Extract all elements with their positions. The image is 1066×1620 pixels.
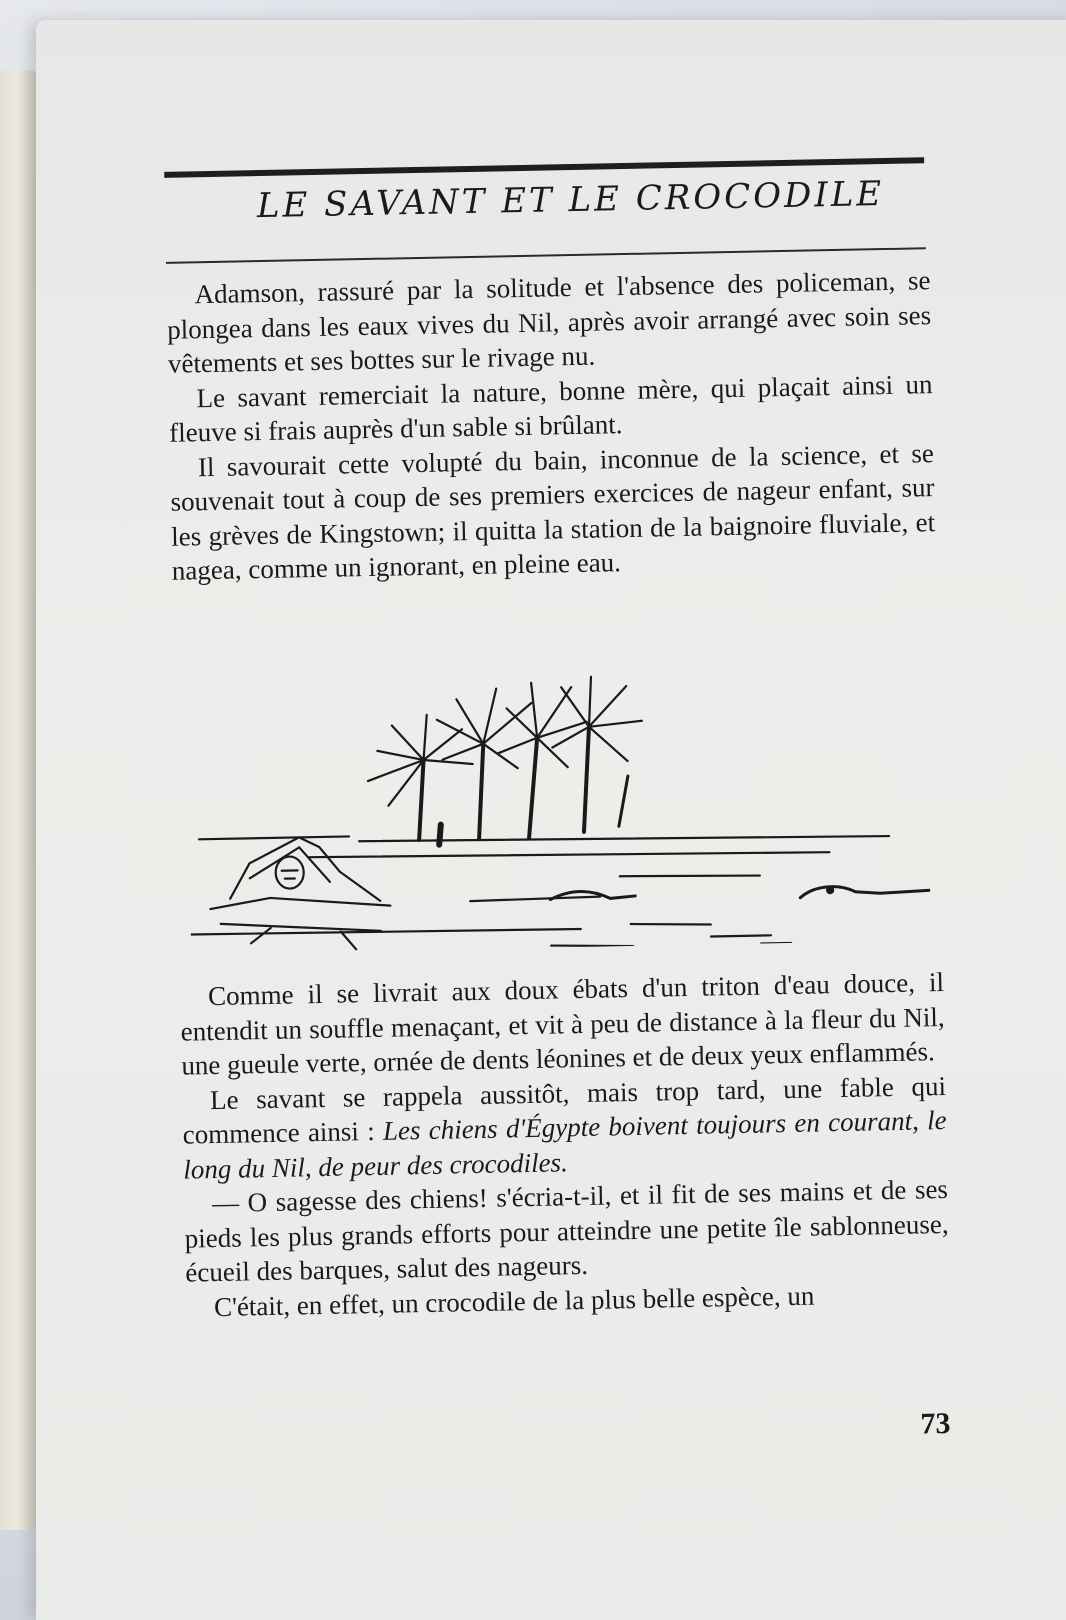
paragraph: Adamson, rassuré par la solitude et l'absence des policeman, se plongea dans les eaux vives du Nil, après avoir arrangé avec soin ses vêtements et ses bottes sur le rivage nu. <box>166 265 932 379</box>
paragraph: Comme il se livrait aux doux ébats d'un triton d'eau douce, il entendit un souffle menaçant, et vit à peu de distance à la fleur du Nil, une gueule verte, ornée de dents léonines et de deux yeux enflammés. <box>180 967 945 1081</box>
paragraph: Le savant remerciait la nature, bonne mère, qui plaçait ainsi un fleuve si frais auprès d'un sable si brûlant. <box>168 368 933 448</box>
page-content <box>156 145 954 1500</box>
paragraph <box>182 1069 948 1187</box>
text-block-bottom <box>180 965 950 1325</box>
fable-quote: Les chiens d'Égypte boivent toujours en courant, le long du Nil, de peur des crocodiles. <box>183 1105 947 1185</box>
paragraph: C'était, en effet, un crocodile de la plus belle espèce, un <box>213 1280 815 1322</box>
page-number: 73 <box>920 1406 951 1441</box>
paragraph-text: Le savant se rappela aussitôt, mais trop tard, une fable qui commence ainsi : <box>182 1070 947 1150</box>
paragraph: Il savourait cette volupté du bain, inconnue de la science, et se souvenait tout à coup de ses premiers exercices de nageur enfant, sur les grèves de Kingstown; il quitta la station de la baignoire fluviale, et nagea, comme un ignorant, en pleine eau. <box>170 437 936 586</box>
book-page <box>36 20 1066 1620</box>
text-block-top <box>166 263 936 588</box>
paragraph: — O sagesse des chiens! s'écria-t-il, et il fit de ses mains et de ses pieds les plus grands efforts pour atteindre une petite île sablonneuse, écueil des barques, salut des nageurs. <box>184 1173 949 1288</box>
nile-swimmer-illustration <box>185 620 931 954</box>
facing-page-edge <box>0 70 38 1530</box>
header-rule-bottom <box>166 247 926 264</box>
running-header: LE SAVANT ET LE CROCODILE <box>256 174 885 227</box>
